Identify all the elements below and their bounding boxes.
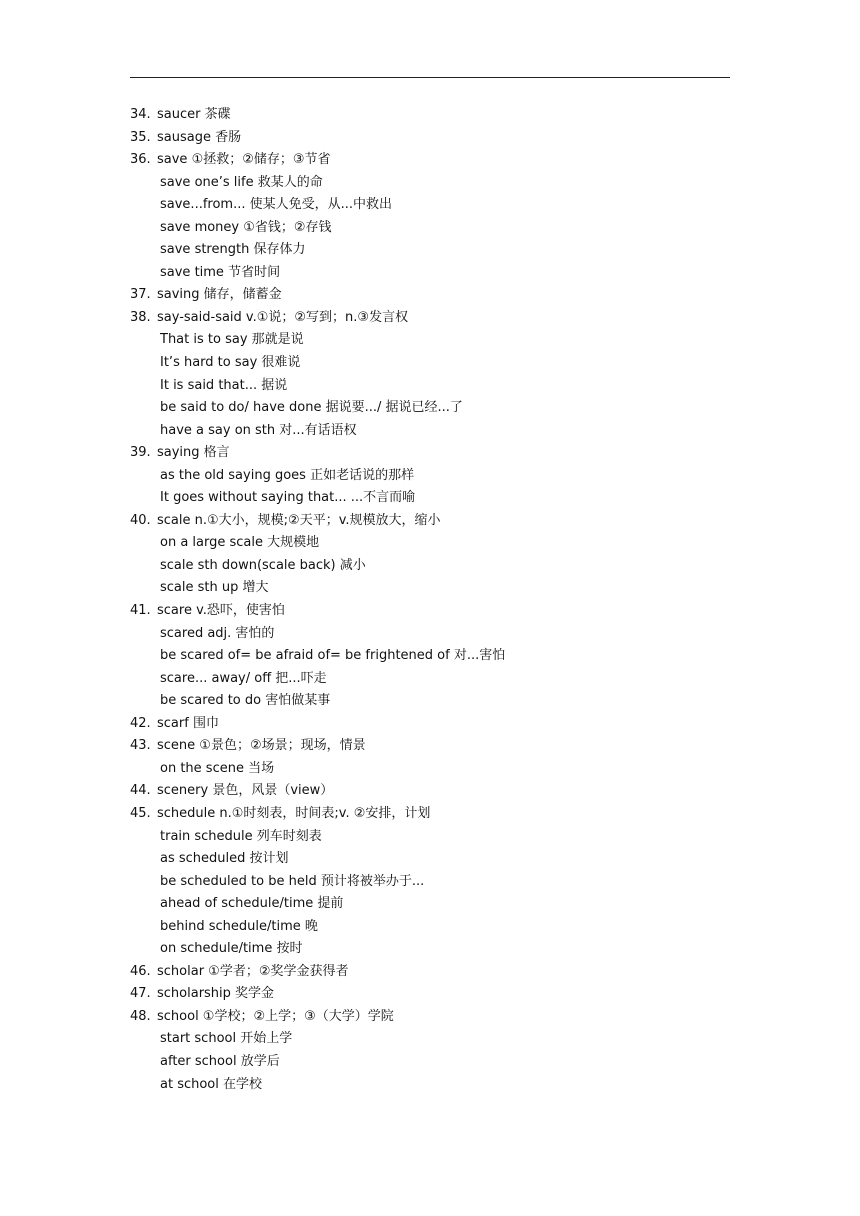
entry-headword (130, 284, 750, 307)
entry-text: scholar ①学者；②奖学金获得者 (157, 963, 349, 979)
entry-headword (130, 442, 750, 465)
entry-phrase: save time 节省时间 (160, 264, 281, 280)
entry-phrase: as the old saying goes 正如老话说的那样 (160, 467, 415, 483)
entry-phrase: It is said that... 据说 (160, 377, 288, 393)
entry-number: 35. (130, 129, 151, 145)
entry-phrase: on schedule/time 按时 (160, 941, 303, 957)
entry-phrase: at school 在学校 (160, 1076, 263, 1092)
entry-phrase: as scheduled 按计划 (160, 851, 289, 867)
entry-phrase: It’s hard to say 很难说 (160, 355, 301, 371)
entry-phrase: start school 开始上学 (160, 1031, 293, 1047)
entry-phrase: after school 放学后 (160, 1053, 280, 1069)
entry-headword (130, 735, 750, 758)
entry-number: 45. (130, 805, 151, 821)
entry-text: scarf 围巾 (157, 715, 219, 731)
entry-text: save ①拯救；②储存；③节省 (157, 152, 331, 168)
entry-headword (130, 510, 750, 533)
entry-phrase: ahead of schedule/time 提前 (160, 896, 344, 912)
entry-text: scenery 景色，风景（view） (157, 783, 334, 799)
entry-phrase: save one’s life 救某人的命 (160, 174, 323, 190)
entry-phrase: be said to do/ have done 据说要.../ 据说已经...了 (160, 400, 463, 416)
entry-headword (130, 803, 750, 826)
entry-number: 42. (130, 715, 151, 731)
entry-number: 47. (130, 986, 151, 1002)
entry-text: scene ①景色；②场景；现场，情景 (157, 738, 366, 754)
entry-phrase: be scared of= be afraid of= be frightened of 对...害怕 (160, 648, 506, 664)
entry-phrase: save money ①省钱；②存钱 (160, 219, 332, 235)
entry-phrase: save...from... 使某人免受，从...中救出 (160, 197, 393, 213)
entry-phrase: be scheduled to be held 预计将被举办于... (160, 873, 425, 889)
entry-text: schedule n.①时刻表，时间表;v. ②安排，计划 (157, 805, 431, 821)
entry-text: scholarship 奖学金 (157, 986, 275, 1002)
entry-text: saying 格言 (157, 445, 230, 461)
entry-text: saving 储存，储蓄金 (157, 287, 282, 303)
entry-phrase: on a large scale 大规模地 (160, 535, 320, 551)
entry-headword (130, 1006, 750, 1029)
entry-phrase: save strength 保存体力 (160, 242, 306, 258)
entry-number: 44. (130, 783, 151, 799)
entry-headword (130, 961, 750, 984)
entry-number: 41. (130, 603, 151, 619)
entry-headword (130, 780, 750, 803)
entry-phrase: It goes without saying that... ...不言而喻 (160, 490, 416, 506)
entry-phrase: be scared to do 害怕做某事 (160, 693, 331, 709)
entry-headword (130, 307, 750, 330)
entry-phrase: behind schedule/time 晚 (160, 918, 318, 934)
entry-phrase: on the scene 当场 (160, 760, 275, 776)
entry-text: say-said-said v.①说；②写到；n.③发言权 (157, 309, 409, 325)
entry-number: 43. (130, 738, 151, 754)
entry-number: 39. (130, 445, 151, 461)
entry-text: scare v.恐吓，使害怕 (157, 603, 285, 619)
entry-number: 40. (130, 512, 151, 528)
entry-text: saucer 茶碟 (157, 107, 231, 122)
entry-phrase: train schedule 列车时刻表 (160, 828, 322, 844)
entry-phrase: scale sth down(scale back) 减小 (160, 557, 366, 573)
vocabulary-list (130, 104, 750, 1096)
entry-number: 38. (130, 309, 151, 325)
entry-text: scale n.①大小，规模;②天平；v.规模放大，缩小 (157, 512, 441, 528)
entry-phrase: have a say on sth 对...有话语权 (160, 422, 357, 438)
entry-text: school ①学校；②上学；③（大学）学院 (157, 1008, 394, 1024)
entry-headword (130, 713, 750, 736)
entry-number: 37. (130, 287, 151, 303)
entry-headword (130, 983, 750, 1006)
entry-headword (130, 149, 750, 172)
entry-phrase: That is to say 那就是说 (160, 332, 304, 348)
entry-headword (130, 104, 750, 127)
entry-text: sausage 香肠 (157, 129, 242, 145)
entry-phrase: scale sth up 增大 (160, 580, 269, 596)
entry-headword (130, 600, 750, 623)
header-rule (130, 77, 730, 78)
entry-phrase: scared adj. 害怕的 (160, 625, 275, 641)
entry-number: 46. (130, 963, 151, 979)
entry-number: 34. (130, 107, 151, 122)
entry-number: 48. (130, 1008, 151, 1024)
entry-headword (130, 127, 750, 150)
entry-number: 36. (130, 152, 151, 168)
entry-phrase: scare... away/ off 把...吓走 (160, 670, 327, 686)
